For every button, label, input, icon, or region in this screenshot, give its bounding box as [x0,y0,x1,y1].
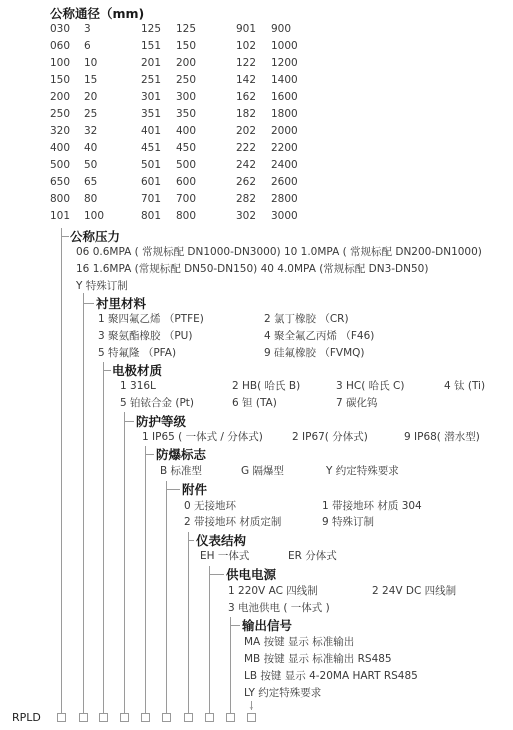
dn-cell: 200 [176,57,197,69]
dn-cell: 2400 [271,159,298,171]
dn-cell: 6 [84,40,91,52]
dn-cell: 102 [236,40,257,52]
dn-cell: 2800 [271,193,298,205]
pressure-line-1: 06 0.6MPA ( 常规标配 DN1000-DN3000) 10 1.0MPA ( 常规标配 DN200-DN1000) [76,246,482,258]
dn-cell: 1400 [271,74,298,86]
lining-item: 4 聚全氟乙丙烯 （F46) [264,330,375,342]
dn-cell: 150 [176,40,197,52]
output-item: MA 按键 显示 标准输出 [244,636,355,648]
dn-cell: 302 [236,210,257,222]
dn-cell: 125 [176,23,197,35]
connector-line [124,412,125,713]
connector-line [103,362,104,713]
code-box-2 [79,713,88,722]
output-item: MB 按键 显示 标准输出 RS485 [244,653,392,665]
code-box-9 [226,713,235,722]
connector-line [188,540,194,541]
dn-cell: 1800 [271,108,298,120]
dn-cell: 451 [141,142,162,154]
accessory-item: 1 带接地环 材质 304 [322,500,422,512]
code-box-5 [141,713,150,722]
electrode-item: 7 碳化钨 [336,397,378,409]
code-box-8 [205,713,214,722]
connector-line [83,293,84,713]
dn-cell: 401 [141,125,162,137]
dn-cell: 2600 [271,176,298,188]
dn-cell: 40 [84,142,98,154]
dn-cell: 601 [141,176,162,188]
accessory-title: 附件 [182,482,208,497]
dn-cell: 125 [141,23,162,35]
dn-cell: 25 [84,108,98,120]
protection-item: 9 IP68( 潜水型) [404,431,480,443]
dn-cell: 600 [176,176,197,188]
code-box-4 [120,713,129,722]
dn-cell: 300 [176,91,197,103]
electrode-item: 2 HB( 哈氏 B) [232,380,301,392]
dn-cell: 1000 [271,40,298,52]
power-supply-title: 供电电源 [226,567,277,582]
connector-line [103,370,111,371]
code-box-3 [99,713,108,722]
output-signal-title: 输出信号 [242,618,293,633]
arrow-down-icon: ↓ [248,702,255,711]
dn-cell: 122 [236,57,257,69]
code-box-1 [57,713,66,722]
explosion-item: B 标准型 [160,465,203,477]
lining-item: 5 特氟隆 （PFA) [98,347,177,359]
dn-cell: 3000 [271,210,298,222]
dn-cell: 65 [84,176,98,188]
connector-line [83,303,94,304]
dn-cell: 801 [141,210,162,222]
power-item: 3 电池供电 ( 一体式 ) [228,602,330,614]
lining-material-title: 衬里材料 [96,296,147,311]
dn-cell: 030 [50,23,71,35]
connector-line [230,625,240,626]
connector-line [209,574,224,575]
dn-cell: 450 [176,142,197,154]
dn-cell: 060 [50,40,71,52]
nominal-diameter-title: 公称通径（mm) [50,6,145,21]
dn-cell: 500 [50,159,71,171]
dn-cell: 151 [141,40,162,52]
connector-line [145,446,146,713]
dn-cell: 262 [236,176,257,188]
accessory-item: 2 带接地环 材质定制 [184,516,282,528]
dn-cell: 250 [176,74,197,86]
dn-cell: 101 [50,210,71,222]
output-item: LY 约定特殊要求 [244,687,322,699]
dn-cell: 250 [50,108,71,120]
code-box-10 [247,713,256,722]
instrument-structure-title: 仪表结构 [196,533,247,548]
connector-line [61,236,69,237]
protection-item: 1 IP65 ( 一体式 / 分体式) [142,431,263,443]
connector-line [209,566,210,713]
dn-cell: 202 [236,125,257,137]
dn-cell: 2200 [271,142,298,154]
output-item: LB 按键 显示 4-20MA HART RS485 [244,670,418,682]
dn-cell: 650 [50,176,71,188]
nominal-pressure-title: 公称压力 [70,229,121,244]
electrode-item: 3 HC( 哈氏 C) [336,380,405,392]
electrode-item: 6 钽 (TA) [232,397,277,409]
dn-cell: 2000 [271,125,298,137]
dn-cell: 301 [141,91,162,103]
dn-cell: 200 [50,91,71,103]
dn-cell: 350 [176,108,197,120]
dn-cell: 1200 [271,57,298,69]
dn-cell: 142 [236,74,257,86]
dn-cell: 500 [176,159,197,171]
dn-cell: 900 [271,23,292,35]
dn-cell: 320 [50,125,71,137]
dn-cell: 3 [84,23,91,35]
structure-item: EH 一体式 [200,550,250,562]
dn-cell: 242 [236,159,257,171]
protection-grade-title: 防护等级 [136,414,187,429]
accessory-item: 0 无接地环 [184,500,237,512]
power-item: 1 220V AC 四线制 [228,585,318,597]
dn-cell: 150 [50,74,71,86]
dn-cell: 100 [50,57,71,69]
dn-cell: 400 [176,125,197,137]
protection-item: 2 IP67( 分体式) [292,431,368,443]
connector-line [61,228,62,713]
power-item: 2 24V DC 四线制 [372,585,457,597]
dn-cell: 222 [236,142,257,154]
code-box-6 [162,713,171,722]
pressure-line-3: Y 特殊订制 [76,280,128,292]
dn-cell: 100 [84,210,105,222]
dn-cell: 700 [176,193,197,205]
dn-cell: 50 [84,159,98,171]
structure-item: ER 分体式 [288,550,337,562]
dn-cell: 162 [236,91,257,103]
electrode-item: 5 铂铱合金 (Pt) [120,397,194,409]
dn-cell: 20 [84,91,98,103]
dn-cell: 400 [50,142,71,154]
dn-cell: 201 [141,57,162,69]
dn-cell: 800 [50,193,71,205]
dn-cell: 1600 [271,91,298,103]
dn-cell: 10 [84,57,98,69]
explosion-item: G 隔爆型 [241,465,284,477]
electrode-item: 1 316L [120,380,156,392]
dn-cell: 282 [236,193,257,205]
dn-cell: 501 [141,159,162,171]
connector-line [166,481,167,713]
connector-line [166,489,180,490]
electrode-item: 4 钛 (Ti) [444,380,486,392]
connector-line [230,617,231,713]
dn-cell: 701 [141,193,162,205]
lining-item: 1 聚四氟乙烯 （PTFE) [98,313,204,325]
connector-line [188,532,189,713]
dn-cell: 15 [84,74,98,86]
lining-item: 2 氯丁橡胶 （CR) [264,313,349,325]
accessory-item: 9 特殊订制 [322,516,375,528]
explosion-proof-title: 防爆标志 [156,447,207,462]
lining-item: 3 聚氨酯橡胶 （PU) [98,330,193,342]
explosion-item: Y 约定特殊要求 [326,465,399,477]
pressure-line-2: 16 1.6MPA (常规标配 DN50-DN150) 40 4.0MPA (常规标配 DN3-DN50) [76,263,429,275]
dn-cell: 901 [236,23,257,35]
electrode-material-title: 电极材质 [112,363,163,378]
lining-item: 9 硅氟橡胶 （FVMQ) [264,347,365,359]
dn-cell: 80 [84,193,98,205]
code-box-7 [184,713,193,722]
connector-line [124,421,134,422]
dn-cell: 251 [141,74,162,86]
dn-cell: 32 [84,125,98,137]
dn-cell: 800 [176,210,197,222]
dn-cell: 182 [236,108,257,120]
dn-cell: 351 [141,108,162,120]
model-prefix: RPLD [12,711,41,724]
connector-line [145,454,154,455]
